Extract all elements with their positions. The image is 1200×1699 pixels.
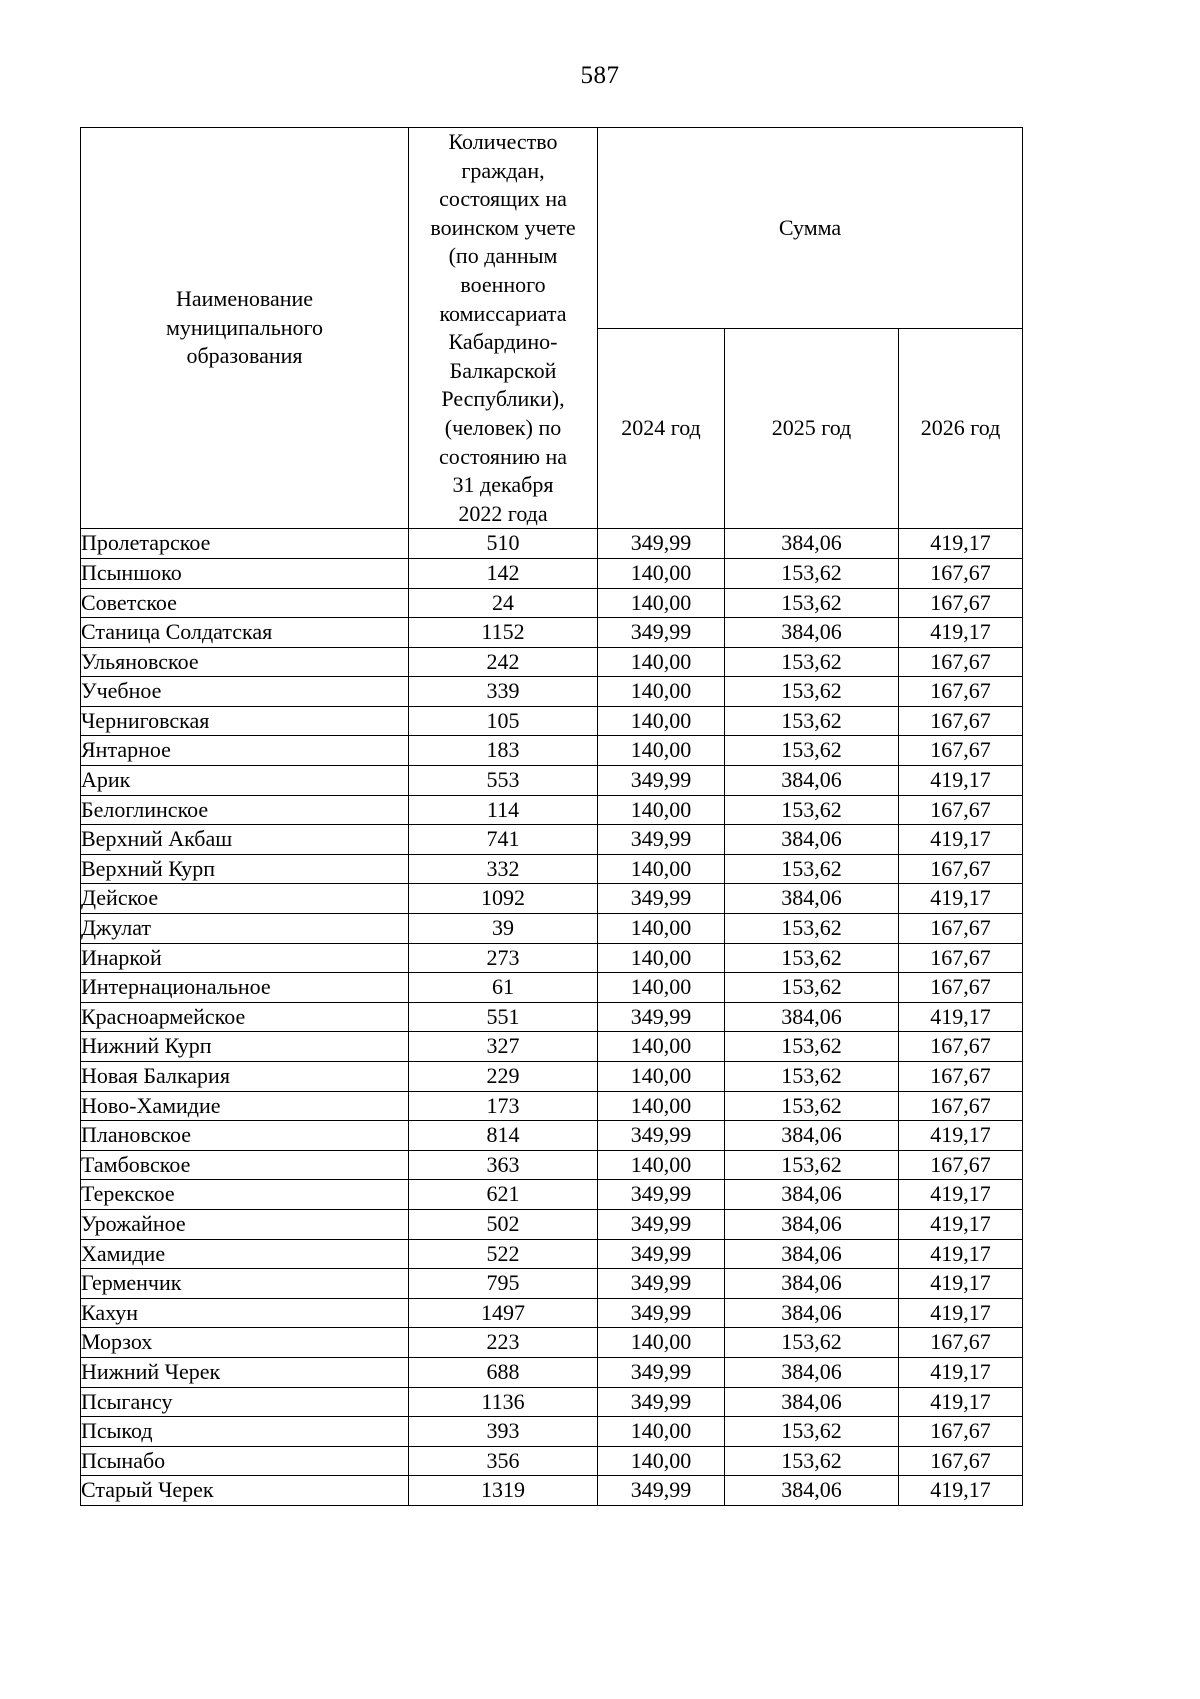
table-row [81, 558, 1023, 588]
cell-sum-2026: 419,17 [899, 884, 1023, 914]
cell-citizen-count: 223 [409, 1328, 598, 1358]
cell-sum-2024: 140,00 [598, 1150, 725, 1180]
cell-municipality-name: Псынабо [81, 1446, 409, 1476]
cell-sum-2026: 419,17 [899, 1180, 1023, 1210]
table-row [81, 706, 1023, 736]
cell-sum-2024: 140,00 [598, 973, 725, 1003]
header-count-line-11: (человек) по [444, 414, 562, 440]
cell-municipality-name: Нижний Черек [81, 1357, 409, 1387]
cell-sum-2025: 384,06 [725, 1180, 899, 1210]
cell-sum-2026: 167,67 [899, 854, 1023, 884]
table-row [81, 618, 1023, 648]
cell-sum-2026: 167,67 [899, 914, 1023, 944]
cell-sum-2025: 384,06 [725, 1357, 899, 1387]
table-row [81, 943, 1023, 973]
cell-sum-2025: 384,06 [725, 1387, 899, 1417]
cell-sum-2024: 349,99 [598, 1476, 725, 1506]
cell-sum-2026: 167,67 [899, 1417, 1023, 1447]
cell-sum-2026: 419,17 [899, 1209, 1023, 1239]
cell-municipality-name: Дейское [81, 884, 409, 914]
cell-sum-2025: 153,62 [725, 973, 899, 1003]
cell-sum-2024: 140,00 [598, 1032, 725, 1062]
cell-sum-2024: 140,00 [598, 854, 725, 884]
cell-sum-2026: 167,67 [899, 558, 1023, 588]
cell-citizen-count: 332 [409, 854, 598, 884]
cell-sum-2026: 419,17 [899, 1269, 1023, 1299]
cell-sum-2025: 153,62 [725, 1062, 899, 1092]
column-header-citizen-count [409, 128, 598, 529]
cell-citizen-count: 814 [409, 1121, 598, 1151]
cell-sum-2026: 167,67 [899, 1446, 1023, 1476]
cell-citizen-count: 1136 [409, 1387, 598, 1417]
cell-sum-2024: 140,00 [598, 736, 725, 766]
cell-municipality-name: Верхний Курп [81, 854, 409, 884]
cell-sum-2026: 419,17 [899, 1387, 1023, 1417]
cell-sum-2025: 153,62 [725, 1032, 899, 1062]
cell-citizen-count: 114 [409, 795, 598, 825]
cell-sum-2025: 153,62 [725, 914, 899, 944]
table-row [81, 736, 1023, 766]
cell-sum-2026: 419,17 [899, 1357, 1023, 1387]
cell-sum-2025: 153,62 [725, 795, 899, 825]
cell-sum-2024: 349,99 [598, 1357, 725, 1387]
cell-sum-2026: 167,67 [899, 795, 1023, 825]
cell-sum-2026: 167,67 [899, 706, 1023, 736]
cell-sum-2026: 167,67 [899, 1150, 1023, 1180]
cell-sum-2026: 167,67 [899, 647, 1023, 677]
header-name-line-1: Наименование [175, 286, 314, 312]
cell-sum-2025: 384,06 [725, 529, 899, 559]
cell-citizen-count: 339 [409, 677, 598, 707]
table-header [81, 128, 1023, 529]
cell-sum-2026: 167,67 [899, 943, 1023, 973]
header-count-line-14: 2022 года [458, 500, 548, 526]
table-row [81, 1417, 1023, 1447]
header-count-line-4: воинском учете [430, 214, 576, 240]
cell-sum-2025: 153,62 [725, 677, 899, 707]
cell-municipality-name: Плановское [81, 1121, 409, 1151]
table-row [81, 854, 1023, 884]
cell-municipality-name: Джулат [81, 914, 409, 944]
cell-sum-2025: 384,06 [725, 1298, 899, 1328]
cell-sum-2025: 153,62 [725, 1150, 899, 1180]
cell-sum-2025: 384,06 [725, 1269, 899, 1299]
header-name-line-2: муниципального [165, 314, 323, 340]
cell-sum-2025: 384,06 [725, 884, 899, 914]
cell-sum-2026: 419,17 [899, 1239, 1023, 1269]
cell-sum-2026: 167,67 [899, 1062, 1023, 1092]
cell-sum-2024: 140,00 [598, 1328, 725, 1358]
cell-sum-2024: 140,00 [598, 558, 725, 588]
cell-sum-2024: 349,99 [598, 1209, 725, 1239]
cell-sum-2025: 153,62 [725, 854, 899, 884]
cell-citizen-count: 142 [409, 558, 598, 588]
cell-municipality-name: Псыкод [81, 1417, 409, 1447]
cell-citizen-count: 741 [409, 825, 598, 855]
cell-citizen-count: 61 [409, 973, 598, 1003]
cell-sum-2025: 153,62 [725, 1446, 899, 1476]
cell-sum-2025: 153,62 [725, 1328, 899, 1358]
cell-citizen-count: 183 [409, 736, 598, 766]
cell-sum-2026: 167,67 [899, 973, 1023, 1003]
header-count-line-6: военного [460, 271, 546, 297]
column-header-sum: Сумма [598, 128, 1023, 329]
cell-municipality-name: Хамидие [81, 1239, 409, 1269]
cell-sum-2024: 349,99 [598, 1298, 725, 1328]
header-count-line-2: граждан, [461, 157, 545, 183]
cell-sum-2024: 349,99 [598, 1002, 725, 1032]
cell-municipality-name: Морзох [81, 1328, 409, 1358]
cell-sum-2024: 349,99 [598, 1180, 725, 1210]
cell-citizen-count: 553 [409, 766, 598, 796]
table-row [81, 647, 1023, 677]
cell-municipality-name: Интернациональное [81, 973, 409, 1003]
cell-municipality-name: Старый Черек [81, 1476, 409, 1506]
cell-sum-2025: 384,06 [725, 1121, 899, 1151]
cell-municipality-name: Ульяновское [81, 647, 409, 677]
cell-sum-2025: 153,62 [725, 647, 899, 677]
cell-citizen-count: 356 [409, 1446, 598, 1476]
cell-citizen-count: 393 [409, 1417, 598, 1447]
cell-municipality-name: Тамбовское [81, 1150, 409, 1180]
cell-citizen-count: 510 [409, 529, 598, 559]
cell-municipality-name: Черниговская [81, 706, 409, 736]
table-row [81, 1209, 1023, 1239]
cell-municipality-name: Кахун [81, 1298, 409, 1328]
table-row [81, 1476, 1023, 1506]
cell-sum-2026: 167,67 [899, 1328, 1023, 1358]
cell-citizen-count: 363 [409, 1150, 598, 1180]
cell-citizen-count: 1152 [409, 618, 598, 648]
cell-sum-2026: 167,67 [899, 1091, 1023, 1121]
cell-sum-2024: 349,99 [598, 1239, 725, 1269]
cell-municipality-name: Красноармейское [81, 1002, 409, 1032]
cell-municipality-name: Урожайное [81, 1209, 409, 1239]
cell-sum-2025: 384,06 [725, 825, 899, 855]
table-row [81, 1357, 1023, 1387]
cell-sum-2024: 349,99 [598, 1387, 725, 1417]
table-row [81, 1062, 1023, 1092]
header-count-line-8: Кабардино- [448, 329, 558, 355]
cell-citizen-count: 688 [409, 1357, 598, 1387]
cell-sum-2024: 140,00 [598, 677, 725, 707]
table-row [81, 1150, 1023, 1180]
table-row [81, 1239, 1023, 1269]
cell-municipality-name: Новая Балкария [81, 1062, 409, 1092]
cell-municipality-name: Станица Солдатская [81, 618, 409, 648]
cell-sum-2024: 140,00 [598, 1446, 725, 1476]
cell-sum-2025: 153,62 [725, 1091, 899, 1121]
cell-sum-2025: 153,62 [725, 558, 899, 588]
cell-municipality-name: Псыншоко [81, 558, 409, 588]
cell-municipality-name: Советское [81, 588, 409, 618]
header-count-line-9: Балкарской [449, 357, 557, 383]
cell-citizen-count: 273 [409, 943, 598, 973]
table-row [81, 1180, 1023, 1210]
table-row [81, 529, 1023, 559]
cell-citizen-count: 24 [409, 588, 598, 618]
cell-sum-2025: 384,06 [725, 1476, 899, 1506]
header-count-line-7: комиссариата [439, 300, 567, 326]
cell-sum-2024: 349,99 [598, 1121, 725, 1151]
table-row [81, 1328, 1023, 1358]
cell-municipality-name: Ново-Хамидие [81, 1091, 409, 1121]
cell-sum-2026: 419,17 [899, 618, 1023, 648]
cell-sum-2026: 167,67 [899, 736, 1023, 766]
cell-sum-2024: 140,00 [598, 1062, 725, 1092]
cell-sum-2024: 140,00 [598, 914, 725, 944]
table-body [81, 529, 1023, 1506]
cell-sum-2026: 419,17 [899, 1476, 1023, 1506]
header-count-line-3: состоящих на [439, 186, 567, 212]
cell-sum-2024: 349,99 [598, 766, 725, 796]
cell-sum-2024: 349,99 [598, 1269, 725, 1299]
cell-sum-2026: 167,67 [899, 588, 1023, 618]
cell-sum-2025: 153,62 [725, 588, 899, 618]
cell-municipality-name: Терекское [81, 1180, 409, 1210]
data-table [80, 127, 1023, 1506]
cell-sum-2026: 419,17 [899, 1298, 1023, 1328]
cell-municipality-name: Нижний Курп [81, 1032, 409, 1062]
cell-sum-2026: 419,17 [899, 1002, 1023, 1032]
cell-citizen-count: 1092 [409, 884, 598, 914]
cell-municipality-name: Янтарное [81, 736, 409, 766]
column-header-year-2025: 2025 год [725, 328, 899, 529]
cell-sum-2026: 419,17 [899, 529, 1023, 559]
cell-municipality-name: Псыгансу [81, 1387, 409, 1417]
cell-municipality-name: Инаркой [81, 943, 409, 973]
table-row [81, 1446, 1023, 1476]
cell-sum-2025: 153,62 [725, 706, 899, 736]
column-header-year-2024: 2024 год [598, 328, 725, 529]
header-count-line-5: (по данным [448, 243, 558, 269]
header-count-line-13: 31 декабря [452, 472, 554, 498]
cell-sum-2024: 349,99 [598, 529, 725, 559]
table-row [81, 825, 1023, 855]
cell-sum-2026: 167,67 [899, 1032, 1023, 1062]
cell-citizen-count: 105 [409, 706, 598, 736]
cell-sum-2025: 384,06 [725, 1002, 899, 1032]
table-row [81, 1269, 1023, 1299]
cell-municipality-name: Герменчик [81, 1269, 409, 1299]
table-row [81, 1032, 1023, 1062]
budget-allocation-table [80, 127, 1022, 1506]
cell-sum-2024: 140,00 [598, 1091, 725, 1121]
header-name-line-3: образования [186, 343, 303, 369]
cell-sum-2024: 349,99 [598, 884, 725, 914]
cell-citizen-count: 795 [409, 1269, 598, 1299]
cell-sum-2024: 349,99 [598, 825, 725, 855]
table-row [81, 914, 1023, 944]
cell-citizen-count: 39 [409, 914, 598, 944]
cell-municipality-name: Учебное [81, 677, 409, 707]
cell-sum-2025: 384,06 [725, 618, 899, 648]
table-row [81, 677, 1023, 707]
table-row [81, 795, 1023, 825]
cell-citizen-count: 522 [409, 1239, 598, 1269]
cell-sum-2025: 153,62 [725, 1417, 899, 1447]
cell-citizen-count: 621 [409, 1180, 598, 1210]
cell-citizen-count: 327 [409, 1032, 598, 1062]
cell-municipality-name: Белоглинское [81, 795, 409, 825]
table-row [81, 973, 1023, 1003]
table-row [81, 1298, 1023, 1328]
table-row [81, 1091, 1023, 1121]
cell-sum-2024: 140,00 [598, 943, 725, 973]
table-row [81, 588, 1023, 618]
cell-citizen-count: 242 [409, 647, 598, 677]
cell-municipality-name: Пролетарское [81, 529, 409, 559]
header-count-line-1: Количество [448, 129, 558, 154]
page-number: 587 [580, 62, 620, 89]
table-row [81, 1002, 1023, 1032]
cell-sum-2025: 384,06 [725, 1239, 899, 1269]
cell-sum-2025: 384,06 [725, 1209, 899, 1239]
header-row-top [81, 128, 1023, 329]
cell-sum-2024: 140,00 [598, 588, 725, 618]
cell-citizen-count: 229 [409, 1062, 598, 1092]
cell-sum-2024: 349,99 [598, 618, 725, 648]
table-row [81, 766, 1023, 796]
cell-sum-2024: 140,00 [598, 1417, 725, 1447]
cell-sum-2025: 153,62 [725, 736, 899, 766]
table-row [81, 884, 1023, 914]
cell-sum-2025: 153,62 [725, 943, 899, 973]
cell-municipality-name: Верхний Акбаш [81, 825, 409, 855]
header-count-line-12: состоянию на [438, 443, 568, 469]
table-row [81, 1387, 1023, 1417]
cell-citizen-count: 551 [409, 1002, 598, 1032]
cell-sum-2024: 140,00 [598, 795, 725, 825]
cell-citizen-count: 173 [409, 1091, 598, 1121]
cell-sum-2024: 140,00 [598, 647, 725, 677]
cell-municipality-name: Арик [81, 766, 409, 796]
cell-sum-2026: 419,17 [899, 766, 1023, 796]
cell-citizen-count: 1497 [409, 1298, 598, 1328]
cell-sum-2025: 384,06 [725, 766, 899, 796]
cell-citizen-count: 1319 [409, 1476, 598, 1506]
cell-sum-2024: 140,00 [598, 706, 725, 736]
table-row [81, 1121, 1023, 1151]
cell-sum-2026: 419,17 [899, 1121, 1023, 1151]
cell-sum-2026: 419,17 [899, 825, 1023, 855]
cell-sum-2026: 167,67 [899, 677, 1023, 707]
column-header-municipality [81, 128, 409, 529]
column-header-year-2026: 2026 год [899, 328, 1023, 529]
cell-citizen-count: 502 [409, 1209, 598, 1239]
header-count-line-10: Республики), [441, 386, 565, 412]
